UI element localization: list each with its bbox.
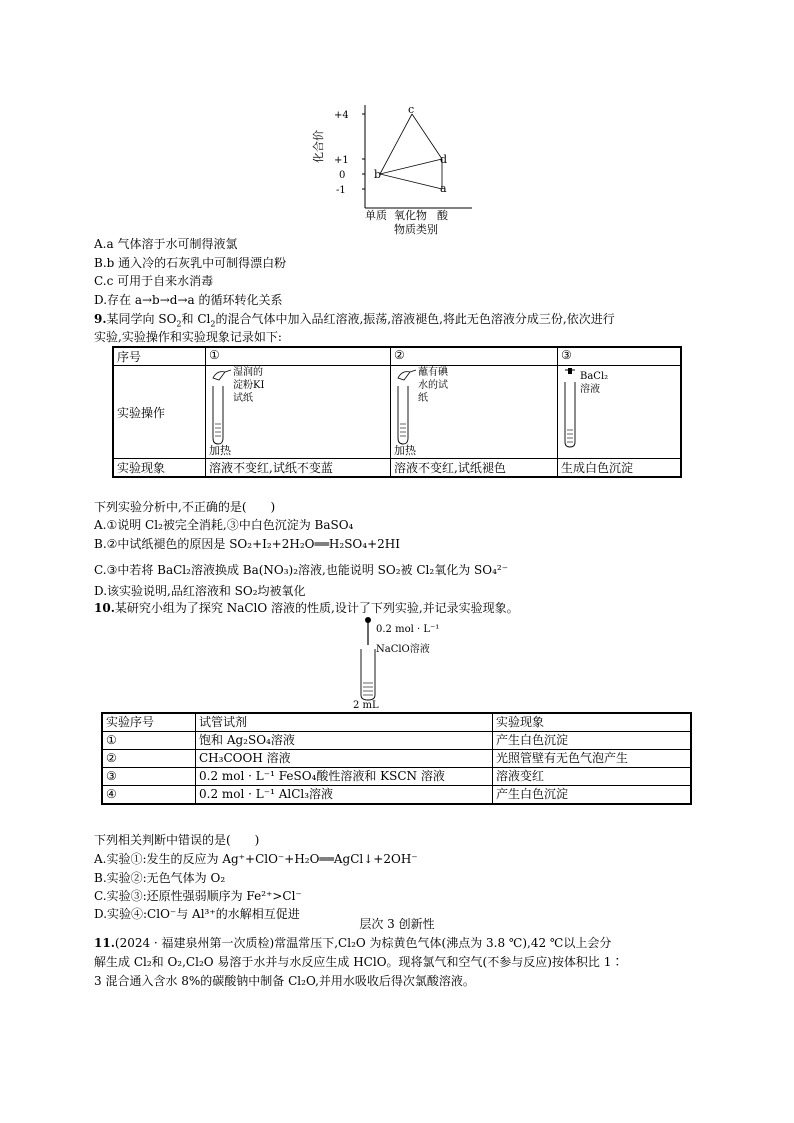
q10-table — [101, 712, 692, 805]
q9-th-seq: 序号 — [113, 347, 206, 366]
point-a: a — [440, 182, 447, 195]
q9-th-2: ② — [391, 347, 558, 366]
q10-option-d: D.实验④:ClO⁻与 Al³⁺的水解相互促进 — [94, 907, 300, 921]
point-b: b — [374, 168, 382, 181]
q9-option-d: D.该实验说明,品红溶液和 SO₂均被氧化 — [94, 584, 306, 598]
q9-op-3 — [558, 366, 682, 459]
q9-obs-3: 生成白色沉淀 — [558, 459, 682, 478]
q10-option-c: C.实验③:还原性强弱顺序为 Fe²⁺>Cl⁻ — [94, 889, 302, 903]
y-tick-m1: -1 — [336, 185, 346, 196]
section-heading: 层次 3 创新性 — [359, 917, 435, 931]
q9-obs-2: 溶液不变红,试纸褪色 — [391, 459, 558, 478]
q8-option-c: C.c 可用于自来水消毒 — [94, 274, 214, 288]
y-tick-p1: +1 — [334, 155, 349, 166]
q9-op-1 — [206, 366, 391, 459]
test-tube-3-icon — [561, 368, 581, 448]
q9-op2-heat: 加热 — [394, 444, 416, 457]
q10-fig-sol: NaClO溶液 — [376, 644, 430, 655]
q9-option-b: B.②中试纸褪色的原因是 SO₂+I₂+2H₂O══H₂SO₄+2HI — [94, 537, 400, 551]
q9-row-op-label: 实验操作 — [113, 366, 206, 459]
point-d: d — [440, 153, 448, 166]
table-row: ① 饱和 Ag₂SO₄溶液 产生白色沉淀 — [102, 732, 691, 750]
q9-op2-label: 蘸有碘 水的试 纸 — [418, 367, 448, 404]
q9-op1-label: 湿润的 淀粉KI 试纸 — [233, 367, 265, 404]
q8-option-b: B.b 通入冷的石灰乳中可制得漂白粉 — [94, 256, 287, 270]
x-tick-oxide: 氧化物 — [394, 209, 427, 222]
line-b-c — [380, 114, 412, 174]
q9-op1-heat: 加热 — [209, 444, 231, 457]
q10-fig-vol: 2 mL — [353, 700, 379, 711]
q8-option-d: D.存在 a→b→d→a 的循环转化关系 — [94, 293, 283, 307]
x-tick-element: 单质 — [365, 209, 387, 222]
q10-th-reagent: 试管试剂 — [196, 713, 493, 732]
table-row: ② CH₃COOH 溶液 光照管壁有无色气泡产生 — [102, 750, 691, 768]
y-tick-0: 0 — [339, 170, 346, 181]
q8-option-a: A.a 气体溶于水可制得液氯 — [94, 237, 238, 251]
q10-number: 10. — [94, 601, 115, 615]
q9-th-3: ③ — [558, 347, 682, 366]
q11-line2: 解生成 Cl₂和 O₂,Cl₂O 易溶于水并与水反应生成 HClO。现将氯气和空气(不参与反应)按体积比 1∶ — [94, 955, 624, 969]
line-c-d — [412, 114, 442, 159]
line-b-a — [380, 174, 442, 189]
q9-row-obs-label: 实验现象 — [113, 459, 206, 478]
q10-ask: 下列相关判断中错误的是( ) — [94, 833, 260, 847]
q11-line3: 3 混合通入含水 8%的碳酸钠中制备 Cl₂O,并用水吸收后得次氯酸溶液。 — [94, 974, 475, 988]
q9-op3-label: BaCl₂ 溶液 — [580, 371, 609, 395]
q10-fig-conc: 0.2 mol · L⁻¹ — [376, 624, 440, 635]
q9-table — [112, 346, 682, 478]
q9-op-2 — [391, 366, 558, 459]
table-row: ③ 0.2 mol · L⁻¹ FeSO₄酸性溶液和 KSCN 溶液 溶液变红 — [102, 768, 691, 786]
x-axis-label: 物质类别 — [394, 223, 438, 236]
table-row: ④ 0.2 mol · L⁻¹ AlCl₃溶液 产生白色沉淀 — [102, 786, 691, 805]
q10-stem: 10.某研究小组为了探究 NaClO 溶液的性质,设计了下列实验,并记录实验现象。 — [94, 601, 519, 615]
q10-th-obs: 实验现象 — [493, 713, 692, 732]
point-c: c — [408, 103, 415, 116]
q11-line1: 11.(2024 · 福建泉州第一次质检)常温常压下,Cl₂O 为棕黄色气体(沸点为 3.8 ℃),42 ℃以上会分 — [94, 936, 612, 950]
q9-th-1: ① — [206, 347, 391, 366]
q10-option-b: B.实验②:无色气体为 O₂ — [94, 871, 226, 885]
line-b-d — [380, 159, 442, 174]
x-tick-acid: 酸 — [437, 209, 448, 222]
q10-th-seq: 实验序号 — [102, 713, 196, 732]
q9-obs-1: 溶液不变红,试纸不变蓝 — [206, 459, 391, 478]
q9-stem-line1: 9.某同学向 $SO_2$和 $Cl_2$的混合气体中加入品红溶液,振荡,溶液褪色,将此无色溶液分成三份,依次进行 — [94, 312, 615, 329]
q9-option-c: C.③中若将 BaCl₂溶液换成 Ba(NO₃)₂溶液,也能说明 SO₂被 Cl₂氧化为 SO₄²⁻ — [94, 563, 509, 577]
q10-option-a: A.实验①:发生的反应为 Ag⁺+ClO⁻+H₂O══AgCl↓+2OH⁻ — [94, 852, 418, 866]
y-axis-label: 化合价 — [312, 130, 325, 163]
q9-stem-line2: 实验,实验操作和实验现象记录如下: — [94, 330, 282, 344]
q9-option-a: A.①说明 Cl₂被完全消耗,③中白色沉淀为 BaSO₄ — [94, 518, 354, 532]
valence-chart — [310, 100, 490, 240]
q9-ask: 下列实验分析中,不正确的是( ) — [94, 500, 276, 514]
q11-number: 11. — [94, 936, 115, 950]
q9-number: 9. — [94, 312, 107, 326]
y-tick-p4: +4 — [334, 110, 349, 121]
